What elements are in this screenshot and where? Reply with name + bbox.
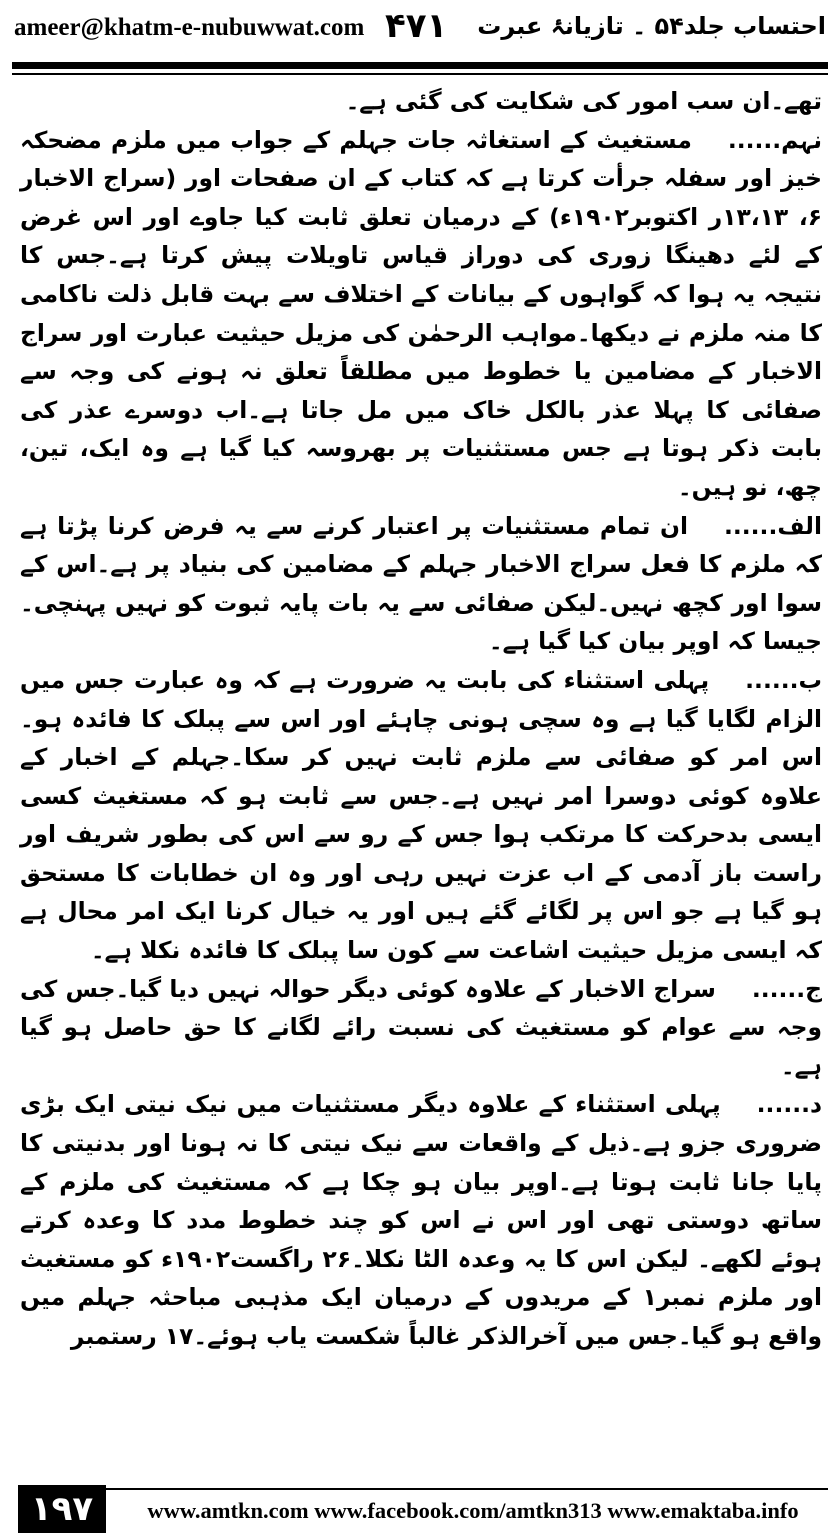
paragraph-marker: ج...... <box>751 974 822 1003</box>
header-title: احتساب جلد۵۴ ۔ تازیانۂ عبرت <box>477 12 826 40</box>
footer-urls[interactable]: www.amtkn.com www.facebook.com/amtkn313 www.emaktaba.info <box>147 1498 799 1523</box>
paragraph-marker: د...... <box>756 1090 822 1119</box>
header-email: ameer@khatm-e-nubuwwat.com <box>14 14 365 41</box>
page-footer <box>0 1480 840 1540</box>
paragraph-marker: ب...... <box>745 665 822 694</box>
paragraph-text: مستغیث کے استغاثہ جات جہلم کے جواب میں ملزم مضحکہ خیز اور سفلہ جرأت کرتا ہے کہ کتاب کے ان صفحات اور (سراج الاخبار ۶، ۱۳،۱۳ر اکتوبر۱۹۰۲ء) کے درمیان تعلق ثابت کیا جاوے اور اس غرض کے لئے دھینگا زوری کی دوراز قیاس تاویلات پیش کرتا ہے۔جس کا نتیجہ یہ ہوا کہ گواہوں کے بیانات کے اختلاف سے بہت قابل ذلت ناکامی کا منہ ملزم نے دیکھا۔مواہب الرحمٰن کی مزیل حیثیت عبارت اور سراج الاخبار کے مضامین یا خطوط میں مطلقاً تعلق نہ ہونے کی وجہ سے صفائی کا پہلا عذر بالکل خاک میں مل جاتا ہے۔اب دوسرے عذر کی بابت ذکر ہوتا ہے جس مستثنیات پر بھروسہ کیا گیا ہے وہ ایک، تین، چھ، نو ہیں۔ <box>20 125 823 501</box>
footer-rule <box>106 1488 828 1490</box>
paragraph-text: پہلی استثناء کی بابت یہ ضرورت ہے کہ وہ عبارت جس میں الزام لگایا گیا ہے وہ سچی ہونی چاہئے اور اس سے پبلک کا فائدہ ہو۔اس امر کو صفائی سے ملزم ثابت نہیں کر سکا۔جہلم کے اخبار کے علاوہ کوئی دوسرا امر نہیں ہے۔جس سے ثابت ہو کہ مستغیث کسی ایسی بدحرکت کا مرتکب ہوا جس کے رو سے اس کی بطور شریف اور راست باز آدمی کے اب عزت نہیں رہی اور وہ ان خطابات کا مستحق ہو گیا ہے جو اس پر لگائے گئے ہیں اور یہ خیال کرنا ایک امر محال ہے کہ ایسی مزیل حیثیت اشاعت سے کون سا پبلک کا فائدہ نکلا ہے۔ <box>20 665 822 965</box>
header-rule-thick <box>12 62 828 69</box>
paragraph-marker: الف...... <box>724 511 822 540</box>
paragraph-text: ان تمام مستثنیات پر اعتبار کرنے سے یہ فرض کرنا پڑتا ہے کہ ملزم کا فعل سراج الاخبار جہلم کے مضامین کی بنیاد پر ہے۔اس کے سوا اور کچھ نہیں۔لیکن صفائی سے یہ بات پایہ ثبوت کو نہیں پہنچی۔جیسا کہ اوپر بیان کیا گیا ہے۔ <box>20 511 822 656</box>
page-header <box>0 0 840 60</box>
paragraph <box>20 661 822 970</box>
footer-page-number: ۱۹۷ <box>18 1485 106 1533</box>
page-body <box>20 82 822 1472</box>
paragraph <box>20 121 822 507</box>
paragraph <box>20 1085 822 1355</box>
header-rule-thin <box>12 73 828 75</box>
paragraph-text: سراج الاخبار کے علاوہ کوئی دیگر حوالہ نہیں دیا گیا۔جس کی وجہ سے عوام کو مستغیث کی نسبت رائے لگانے کا حق حاصل ہو گیا ہے۔ <box>20 974 822 1080</box>
paragraph <box>20 82 822 121</box>
paragraph-text: تھے۔ان سب امور کی شکایت کی گئی ہے۔ <box>345 87 822 115</box>
header-page-number: ۴۷۱ <box>385 6 448 46</box>
paragraph <box>20 507 822 661</box>
paragraph-marker: نہم...... <box>727 125 822 154</box>
paragraph <box>20 970 822 1086</box>
paragraph-text: پہلی استثناء کے علاوہ دیگر مستثنیات میں نیک نیتی ایک بڑی ضروری جزو ہے۔ذیل کے واقعات سے نیک نیتی کا نہ ہونا اور بدنیتی کا پایا جانا ثابت ہوتا ہے۔اوپر بیان ہو چکا ہے کہ مستغیث کی ملزم کے ساتھ دوستی تھی اور اس نے اس کو چند خطوط مدد کا وعدہ کرتے ہوئے لکھے۔ لیکن اس کا یہ وعدہ الٹا نکلا۔۲۶ راگست۱۹۰۲ء کو مستغیث اور ملزم نمبر۱ کے مریدوں کے درمیان ایک مذہبی مباحثہ جہلم میں واقع ہو گیا۔جس میں آخرالذکر غالباً شکست یاب ہوئے۔۱۷ رستمبر <box>20 1090 822 1350</box>
